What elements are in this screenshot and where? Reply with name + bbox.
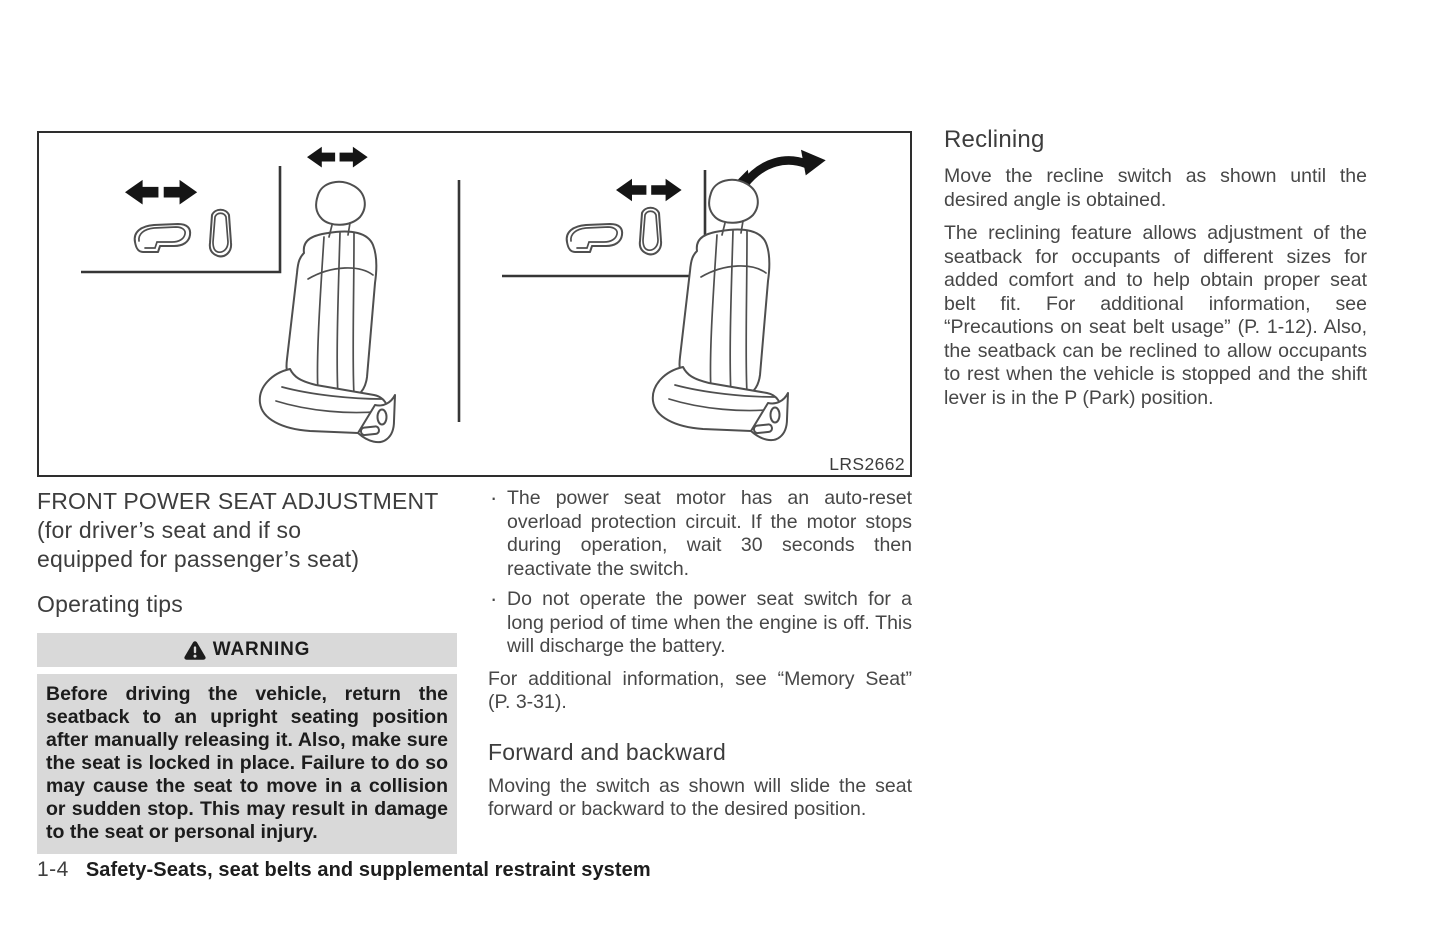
list-item — [488, 487, 912, 581]
warning-triangle-icon — [184, 640, 206, 660]
reclining-heading: Reclining — [944, 126, 1045, 153]
reclining-paragraph: Move the recline switch as shown until the desired angle is obtained. — [944, 165, 1367, 211]
list-item — [488, 588, 912, 659]
warning-body-text: Before driving the vehicle, return the seatback to an upright seating position after manually releasing it. Also, make sure the seat is locked in place. Failure to do so may cause the seat to move in a collision or sudden stop. This may result in damage to the seat or personal injury. — [37, 674, 457, 854]
page-number: 1-4 — [37, 858, 69, 881]
reclining-paragraph: The reclining feature allows adjustment of the seatback for occupants of different sizes for added comfort and to help obtain proper seat belt fit. For additional information, see “Precautions on seat belt usage” (P. 1-12). Also, the seatback can be reclined to allow occupants to rest when the vehicle is stopped and the shift lever is in the P (Park) position. — [944, 222, 1367, 409]
section-heading-title: FRONT POWER SEAT ADJUSTMENT — [37, 488, 439, 514]
forward-backward-heading: Forward and backward — [488, 738, 726, 765]
bullet-text: · The power seat motor has an auto-reset overload protection circuit. If the motor stops during operation, wait 30 seconds then reactivate the switch. — [507, 487, 912, 580]
warning-header — [37, 633, 457, 667]
memory-seat-note: For additional information, see “Memory Seat” (P. 3-31). — [488, 667, 912, 713]
bullet-text: · Do not operate the power seat switch for a long period of time when the engine is off. This will discharge the battery. — [507, 588, 912, 657]
section-heading — [37, 487, 457, 574]
section-heading-subtitle: (for driver’s seat and if so equipped for passenger’s seat) — [37, 517, 360, 572]
slide-switch-arrow-icon — [125, 180, 197, 205]
page-footer — [37, 858, 651, 882]
headrest-slide-arrow-icon — [307, 147, 368, 168]
slide-seat-illustration — [81, 147, 395, 442]
recline-seat-illustration — [502, 150, 826, 440]
recline-switch-arrow-icon — [616, 179, 682, 201]
seat-figure-drawing — [39, 133, 910, 475]
seat-adjustment-figure — [37, 131, 912, 477]
footer-section-title: Safety-Seats, seat belts and supplemental restraint system — [85, 859, 651, 881]
figure-code: LRS2662 — [825, 455, 905, 474]
operating-tips-heading: Operating tips — [37, 591, 183, 617]
warning-label: WARNING — [212, 639, 311, 660]
forward-backward-body: Moving the switch as shown will slide the seat forward or backward to the desired position. — [488, 774, 912, 820]
